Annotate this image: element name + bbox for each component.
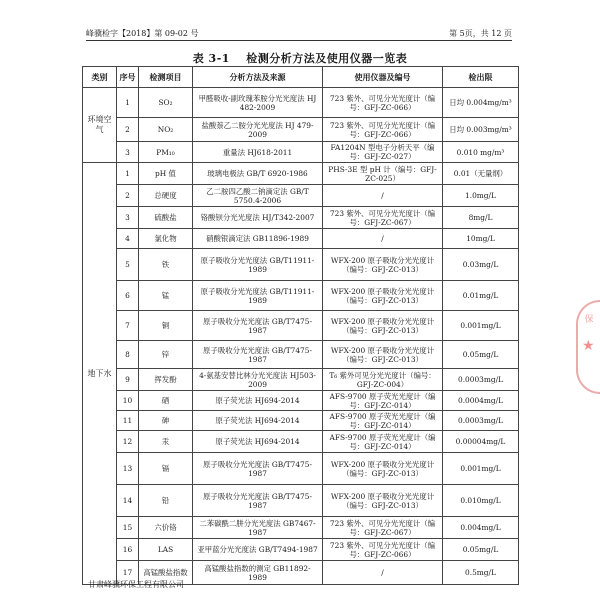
company-footer: 甘肃峰骥环保工程有限公司	[88, 580, 184, 589]
instrument-cell: /	[323, 185, 443, 207]
method-cell: 原子吸收分光光度法 GB/T7475-1987	[193, 311, 323, 341]
category-cell: 地下水	[83, 163, 117, 585]
limit-cell: 0.010mg/L	[443, 485, 519, 517]
method-cell: 原子吸收分光光度法 GB/T7475-1987	[193, 453, 323, 485]
instrument-cell: FA1204N 型电子分析天平（编号：GFJ-ZC-027）	[323, 142, 443, 163]
item-cell: 总硬度	[139, 185, 193, 207]
method-cell: 玻璃电极法 GB/T 6920-1986	[193, 163, 323, 185]
item-cell: 挥发酚	[139, 369, 193, 391]
instrument-cell: /	[323, 561, 443, 585]
limit-cell: 0.00004mg/L	[443, 431, 519, 453]
method-cell: 原子吸收分光光度法 GB/T11911-1989	[193, 281, 323, 311]
limit-cell: 日均 0.003mg/m³	[443, 118, 519, 142]
star-icon: ★	[582, 338, 595, 354]
method-cell: 硝酸银滴定法 GB11896-1989	[193, 229, 323, 249]
col-header-category: 类别	[83, 67, 117, 88]
instrument-cell: AFS-9700 原子荧光光度计（编号：GFJ-ZC-014）	[323, 431, 443, 453]
item-cell: 氯化物	[139, 229, 193, 249]
method-cell: 亚甲蓝分光光度法 GB/T7494-1987	[193, 539, 323, 561]
method-cell: 原子吸收分光光度法 GB/T7475-1987	[193, 485, 323, 517]
row-number-cell: 3	[117, 207, 139, 229]
row-number-cell: 14	[117, 485, 139, 517]
table-row	[83, 88, 519, 118]
item-cell: NO₂	[139, 118, 193, 142]
table-row	[83, 453, 519, 485]
limit-cell: 0.001mg/L	[443, 311, 519, 341]
method-cell: 原子荧光法 HJ694-2014	[193, 431, 323, 453]
instrument-cell: /	[323, 229, 443, 249]
row-number-cell: 9	[117, 369, 139, 391]
item-cell: 锌	[139, 341, 193, 369]
row-number-cell: 16	[117, 539, 139, 561]
limit-cell: 8mg/L	[443, 207, 519, 229]
row-number-cell: 3	[117, 142, 139, 163]
row-number-cell: 11	[117, 411, 139, 431]
table-row	[83, 391, 519, 411]
col-header-limit: 检出限	[443, 67, 519, 88]
row-number-cell: 13	[117, 453, 139, 485]
item-cell: PM₁₀	[139, 142, 193, 163]
limit-cell: 1.0mg/L	[443, 185, 519, 207]
limit-cell: 0.03mg/L	[443, 249, 519, 281]
row-number-cell: 2	[117, 185, 139, 207]
table-row	[83, 369, 519, 391]
method-cell: 原子吸收分光光度法 GB/T7475-1987	[193, 341, 323, 369]
item-cell: 汞	[139, 431, 193, 453]
row-number-cell: 4	[117, 229, 139, 249]
limit-cell: 0.05mg/L	[443, 539, 519, 561]
table-row	[83, 341, 519, 369]
col-header-method: 分析方法及来源	[193, 67, 323, 88]
limit-cell: 日均 0.004mg/m³	[443, 88, 519, 118]
table-row	[83, 142, 519, 163]
item-cell: pH 值	[139, 163, 193, 185]
method-cell: 原子吸收分光光度法 GB/T11911-1989	[193, 249, 323, 281]
table-number: 表 3-1	[192, 52, 230, 65]
row-number-cell: 17	[117, 561, 139, 585]
row-number-cell: 1	[117, 88, 139, 118]
row-number-cell: 8	[117, 341, 139, 369]
instrument-cell: WFX-200 原子吸收分光光度计（编号：GFJ-ZC-013）	[323, 249, 443, 281]
table-row	[83, 517, 519, 539]
item-cell: LAS	[139, 539, 193, 561]
row-number-cell: 7	[117, 311, 139, 341]
limit-cell: 0.01（无量纲）	[443, 163, 519, 185]
limit-cell: 10mg/L	[443, 229, 519, 249]
page-header	[86, 26, 512, 41]
limit-cell: 0.05mg/L	[443, 341, 519, 369]
instrument-cell: 723 紫外、可见分光光度计（编号：GFJ-ZC-066）	[323, 118, 443, 142]
row-number-cell: 1	[117, 163, 139, 185]
item-cell: 铅	[139, 485, 193, 517]
methods-table	[82, 66, 519, 585]
item-cell: 镉	[139, 453, 193, 485]
method-cell: 原子荧光法 HJ694-2014	[193, 391, 323, 411]
instrument-cell: 723 紫外、可见分光光度计（编号：GFJ-ZC-067）	[323, 207, 443, 229]
item-cell: 锰	[139, 281, 193, 311]
table-row	[83, 207, 519, 229]
method-cell: 铬酸钡分光光度法 HJ/T342-2007	[193, 207, 323, 229]
method-cell: 乙二胺四乙酸二钠滴定法 GB/T 5750.4-2006	[193, 185, 323, 207]
limit-cell: 0.010 mg/m³	[443, 142, 519, 163]
seal-text: 保	[584, 315, 594, 325]
col-header-instrument: 使用仪器及编号	[323, 67, 443, 88]
instrument-cell: T₆ 紫外可见分光光度计（编号：GFJ-ZC-004）	[323, 369, 443, 391]
table-row	[83, 431, 519, 453]
method-cell: 高锰酸盐指数的测定 GB11892-1989	[193, 561, 323, 585]
item-cell: 高锰酸盐指数	[139, 561, 193, 585]
limit-cell: 0.0004mg/L	[443, 391, 519, 411]
company-seal	[576, 300, 600, 394]
instrument-cell: WFX-200 原子吸收分光光度计（编号：GFJ-ZC-013）	[323, 281, 443, 311]
item-cell: 六价铬	[139, 517, 193, 539]
instrument-cell: PHS-3E 型 pH 计（编号：GFJ-ZC-025）	[323, 163, 443, 185]
report-number: 峰骥检字【2018】第 09-02 号	[86, 29, 199, 38]
instrument-cell: WFX-200 原子吸收分光光度计（编号：GFJ-ZC-013）	[323, 311, 443, 341]
table-row	[83, 118, 519, 142]
instrument-cell: 723 紫外、可见分光光度计（编号：GFJ-ZC-067）	[323, 517, 443, 539]
table-body	[83, 88, 519, 585]
instrument-cell: WFX-200 原子吸收分光光度计（编号：GFJ-ZC-013）	[323, 485, 443, 517]
category-cell: 环境空气	[83, 88, 117, 163]
table-header-row	[83, 67, 519, 88]
item-cell: SO₂	[139, 88, 193, 118]
instrument-cell: 723 紫外、可见分光光度计（编号：GFJ-ZC-066）	[323, 88, 443, 118]
limit-cell: 0.0003mg/L	[443, 369, 519, 391]
table-row	[83, 311, 519, 341]
item-cell: 铁	[139, 249, 193, 281]
row-number-cell: 15	[117, 517, 139, 539]
limit-cell: 0.0003mg/L	[443, 411, 519, 431]
table-row	[83, 229, 519, 249]
item-cell: 硫酸盐	[139, 207, 193, 229]
row-number-cell: 12	[117, 431, 139, 453]
table-title	[0, 50, 600, 66]
instrument-cell: AFS-9700 原子荧光光度计（编号：GFJ-ZC-014）	[323, 411, 443, 431]
instrument-cell: WFX-200 原子吸收分光光度计（编号：GFJ-ZC-013）	[323, 341, 443, 369]
table-row	[83, 185, 519, 207]
row-number-cell: 2	[117, 118, 139, 142]
limit-cell: 0.004mg/L	[443, 517, 519, 539]
method-cell: 二苯碳酰二肼分光光度法 GB7467-1987	[193, 517, 323, 539]
table-row	[83, 539, 519, 561]
item-cell: 硒	[139, 391, 193, 411]
instrument-cell: WFX-200 原子吸收分光光度计（编号：GFJ-ZC-013）	[323, 453, 443, 485]
item-cell: 铜	[139, 311, 193, 341]
limit-cell: 0.01mg/L	[443, 281, 519, 311]
limit-cell: 0.001mg/L	[443, 453, 519, 485]
table-row	[83, 249, 519, 281]
row-number-cell: 6	[117, 281, 139, 311]
row-number-cell: 10	[117, 391, 139, 411]
table-row	[83, 485, 519, 517]
col-header-item: 检测项目	[139, 67, 193, 88]
col-header-number: 序号	[117, 67, 139, 88]
table-row	[83, 281, 519, 311]
table-caption: 检测分析方法及使用仪器一览表	[246, 52, 408, 65]
method-cell: 盐酸萘乙二胺分光光度法 HJ 479-2009	[193, 118, 323, 142]
limit-cell: 0.5mg/L	[443, 561, 519, 585]
page-indicator: 第 5页，共 12 页	[449, 29, 512, 38]
method-cell: 原子荧光法 HJ694-2014	[193, 411, 323, 431]
table-row	[83, 411, 519, 431]
method-cell: 重量法 HJ618-2011	[193, 142, 323, 163]
table-row	[83, 163, 519, 185]
item-cell: 砷	[139, 411, 193, 431]
method-cell: 4-氨基安替比林分光光度法 HJ503-2009	[193, 369, 323, 391]
row-number-cell: 5	[117, 249, 139, 281]
instrument-cell: 723 紫外、可见分光光度计（编号：GFJ-ZC-066）	[323, 539, 443, 561]
instrument-cell: AFS-9700 原子荧光光度计（编号：GFJ-ZC-014）	[323, 391, 443, 411]
method-cell: 甲醛吸收-副玫瑰苯胺分光光度法 HJ 482-2009	[193, 88, 323, 118]
